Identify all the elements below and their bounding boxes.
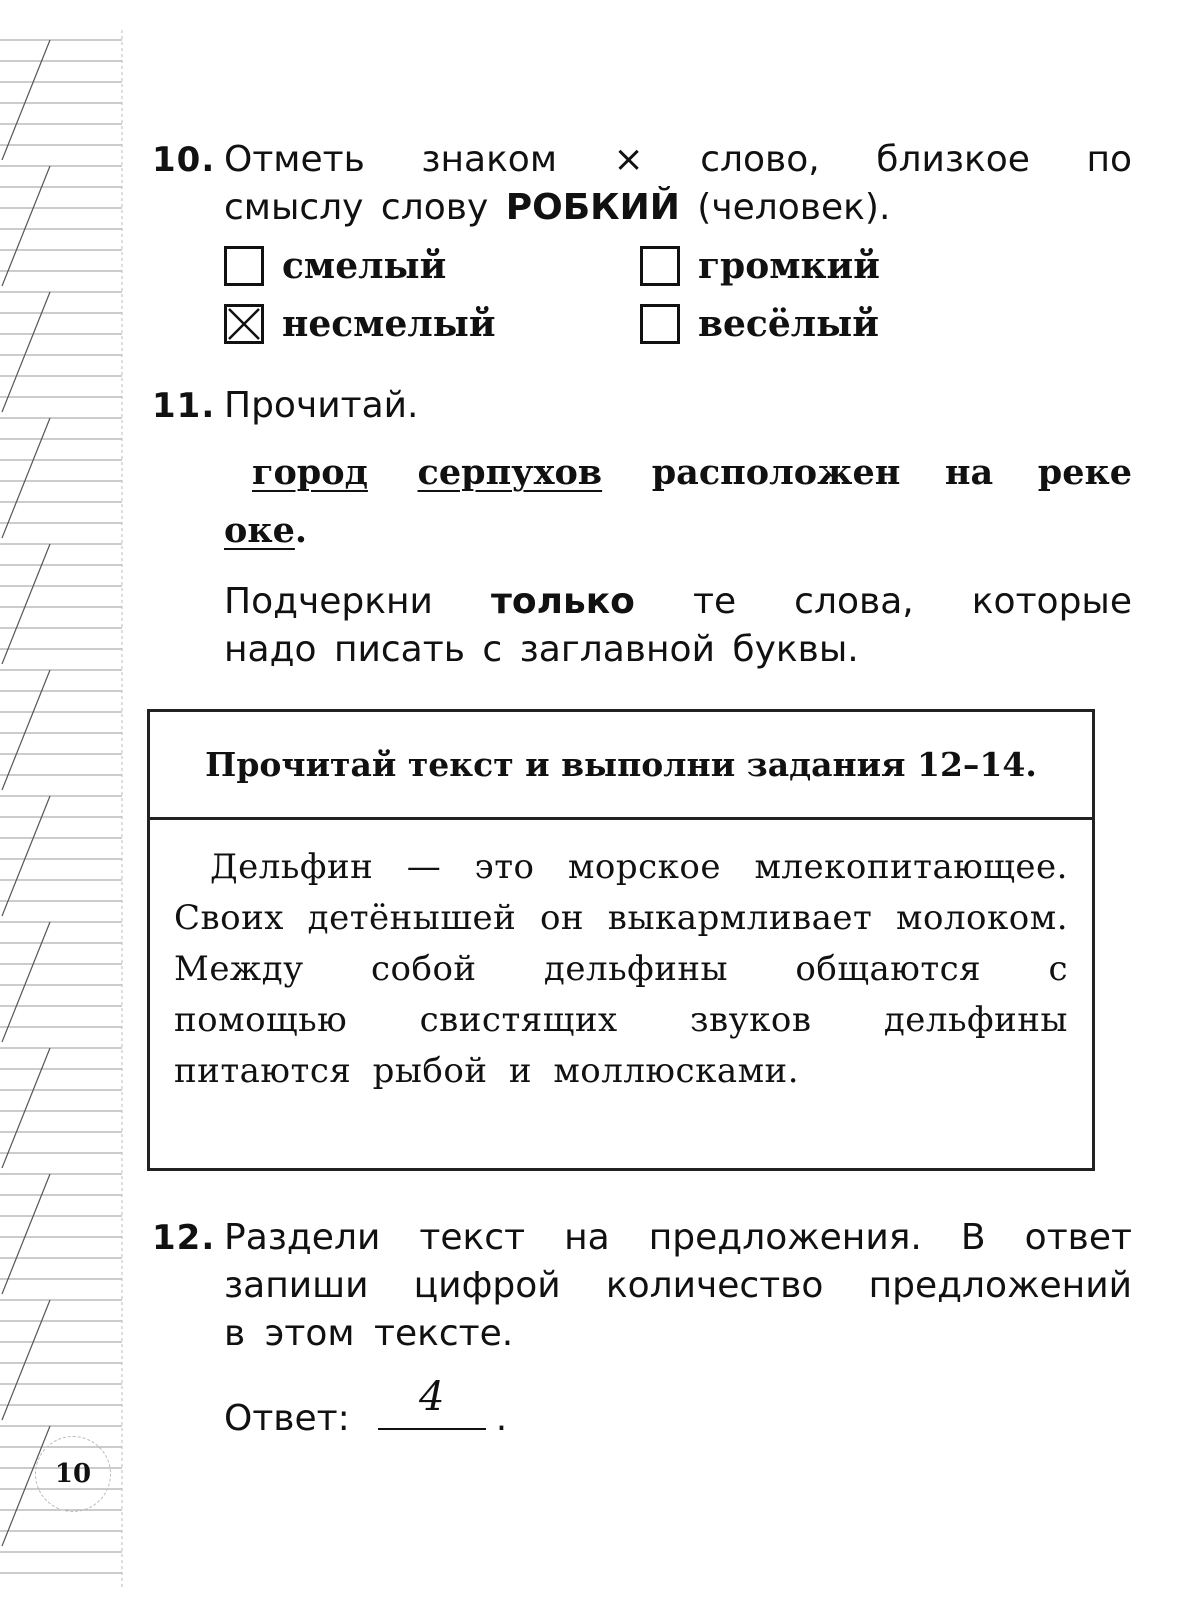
reading-box <box>147 709 1095 1171</box>
task-10-line-2: смыслу слову РОБКИЙ (человек). <box>224 187 891 228</box>
task-11-title: Прочитай. <box>224 385 419 426</box>
answer-label: Ответ: <box>224 1398 350 1439</box>
option-nesmelyi[interactable] <box>224 302 496 346</box>
task-11 <box>152 382 1132 674</box>
target-word: РОБКИЙ <box>505 187 680 228</box>
ruled-margin <box>0 0 126 1600</box>
underlined-word[interactable]: оке <box>224 510 295 551</box>
task-10 <box>152 136 1132 360</box>
option-gromkiy[interactable] <box>640 244 880 288</box>
checkbox-checked[interactable] <box>224 304 264 344</box>
task-number: 10. <box>152 140 216 180</box>
task-11-sentence: город серпухов расположен на реке оке. <box>224 452 1133 551</box>
margin-rules <box>0 0 126 1600</box>
task-11-instruction-2: надо писать с заглавной буквы. <box>224 629 859 670</box>
option-label: смелый <box>282 245 447 287</box>
task-12-line-2: запиши цифрой количество предложений <box>224 1265 1132 1306</box>
option-smelyi[interactable] <box>224 244 446 288</box>
checkbox[interactable] <box>640 246 680 286</box>
task-number: 11. <box>152 386 216 426</box>
task-12-line-1: Раздели текст на предложения. В ответ <box>224 1217 1132 1258</box>
answer-field[interactable] <box>378 1374 486 1430</box>
underlined-word[interactable]: город <box>252 452 368 493</box>
task-10-line-1: Отметь знаком × слово, близкое по <box>224 139 1132 180</box>
option-label: несмелый <box>282 303 496 345</box>
checkbox[interactable] <box>224 246 264 286</box>
option-veselyi[interactable] <box>640 302 879 346</box>
answer-row: Ответ: 4 . <box>224 1374 508 1439</box>
reading-box-title: Прочитай текст и выполни задания 12–14. <box>150 712 1092 820</box>
option-label: громкий <box>698 245 880 287</box>
underlined-word[interactable]: серпухов <box>417 452 603 493</box>
cross-mark-icon <box>227 307 261 341</box>
answer-value: 4 <box>419 1374 445 1420</box>
task-12 <box>152 1214 1132 1439</box>
page-number: 10 <box>35 1436 111 1512</box>
option-label: весёлый <box>698 303 879 345</box>
options-grid <box>224 244 1132 360</box>
task-11-instruction-1: Подчеркни только те слова, которые <box>224 581 1132 622</box>
task-number: 12. <box>152 1218 216 1258</box>
reading-text: Дельфин — это морское млекопитающее. Своих детёнышей он выкармливает молоком. Между собой дельфины общаются с помощью свистящих звуков дельфины питаются рыбой и моллюсками. <box>174 847 1068 1091</box>
checkbox[interactable] <box>640 304 680 344</box>
task-12-line-3: в этом тексте. <box>224 1313 514 1354</box>
